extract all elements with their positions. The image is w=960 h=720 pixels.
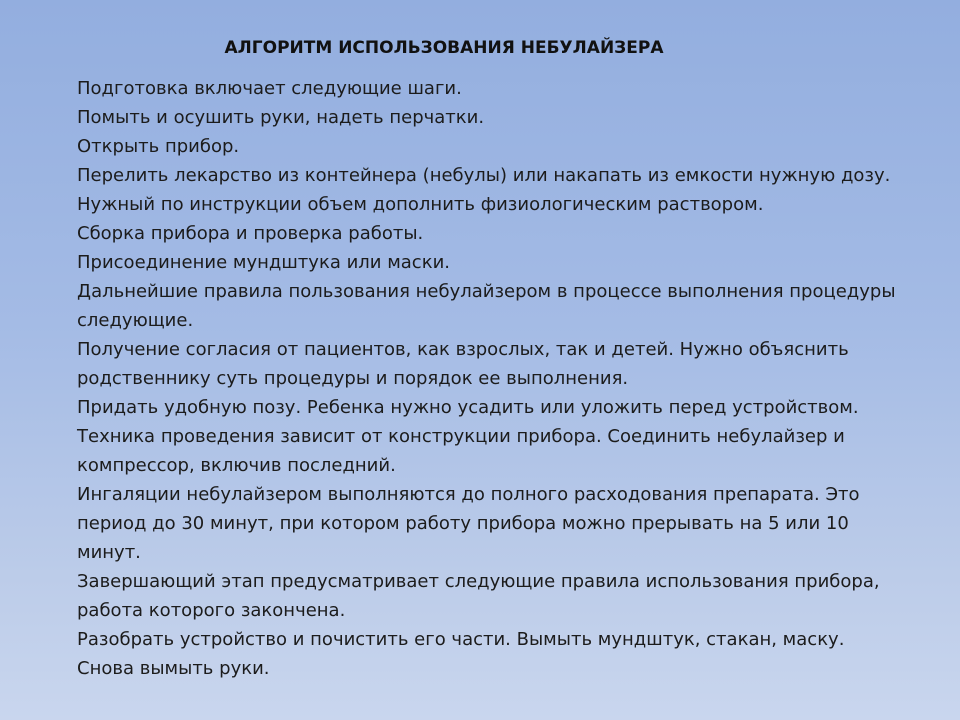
paragraph: Техника проведения зависит от конструкции прибора. Соединить небулайзер и компрессор, включив последний. (77, 426, 845, 476)
paragraph: Нужный по инструкции объем дополнить физиологическим раствором. (77, 194, 764, 215)
paragraph: Получение согласия от пациентов, как взрослых, так и детей. Нужно объяснить родственнику суть процедуры и порядок ее выполнения. (77, 339, 849, 389)
paragraph: Подготовка включает следующие шаги. (77, 78, 462, 99)
paragraph: Придать удобную позу. Ребенка нужно усадить или уложить перед устройством. (77, 397, 859, 418)
paragraph: Завершающий этап предусматривает следующие правила использования прибора, работа которого закончена. (77, 571, 880, 621)
paragraph: Дальнейшие правила пользования небулайзером в процессе выполнения процедуры следующие. (77, 281, 896, 331)
slide-title: АЛГОРИТМ ИСПОЛЬЗОВАНИЯ НЕБУЛАЙЗЕРА (224, 38, 664, 58)
paragraph: Перелить лекарство из контейнера (небулы) или накапать из емкости нужную дозу. (77, 165, 891, 186)
paragraph: Открыть прибор. (77, 136, 240, 157)
paragraph: Ингаляции небулайзером выполняются до полного расходования препарата. Это период до 30 минут, при котором работу прибора можно прерывать на 5 или 10 минут. (77, 484, 860, 563)
paragraph: Присоединение мундштука или маски. (77, 252, 450, 273)
paragraph: Снова вымыть руки. (77, 658, 270, 679)
slide-body (77, 74, 907, 683)
paragraph: Сборка прибора и проверка работы. (77, 223, 424, 244)
paragraph: Разобрать устройство и почистить его части. Вымыть мундштук, стакан, маску. (77, 629, 845, 650)
paragraph: Помыть и осушить руки, надеть перчатки. (77, 107, 485, 128)
